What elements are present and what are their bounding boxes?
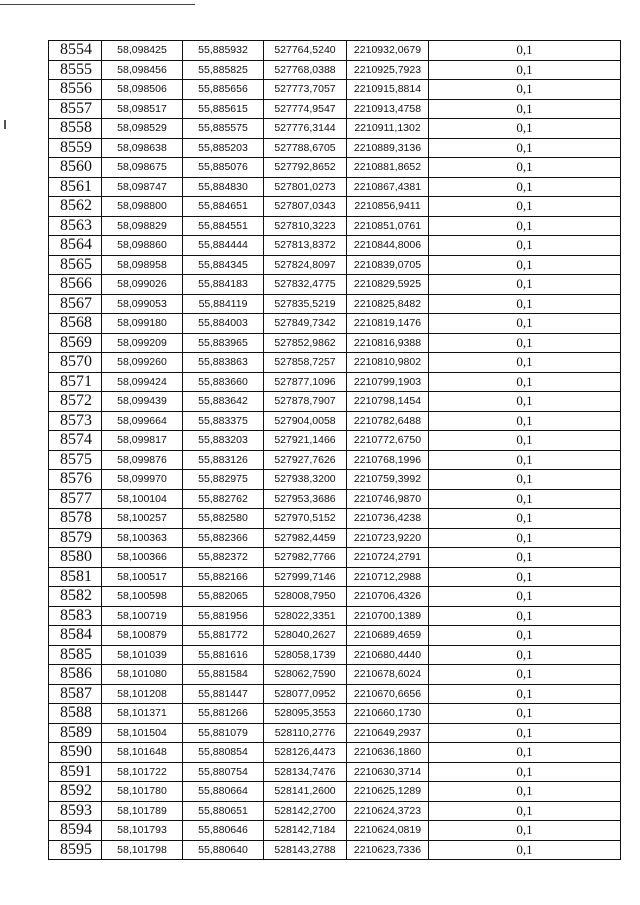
point-number-cell: 8563 — [49, 216, 102, 236]
point-number-cell: 8569 — [49, 333, 102, 353]
latitude-cell: 58,098675 — [102, 158, 183, 178]
accuracy-cell: 0,1 — [429, 119, 621, 139]
y-coordinate-cell: 2210782,6488 — [347, 411, 429, 431]
table-row — [49, 782, 621, 802]
latitude-cell: 58,101780 — [102, 782, 183, 802]
point-number-cell: 8571 — [49, 372, 102, 392]
table-row — [49, 197, 621, 217]
table-row — [49, 548, 621, 568]
y-coordinate-cell: 2210746,9870 — [347, 489, 429, 509]
accuracy-cell: 0,1 — [429, 743, 621, 763]
x-coordinate-cell: 527776,3144 — [264, 119, 347, 139]
accuracy-cell: 0,1 — [429, 762, 621, 782]
point-number-cell: 8573 — [49, 411, 102, 431]
longitude-cell: 55,882372 — [183, 548, 264, 568]
longitude-cell: 55,880854 — [183, 743, 264, 763]
point-number-cell: 8590 — [49, 743, 102, 763]
latitude-cell: 58,099260 — [102, 353, 183, 373]
point-number-cell: 8565 — [49, 255, 102, 275]
latitude-cell: 58,101648 — [102, 743, 183, 763]
x-coordinate-cell: 527878,7907 — [264, 392, 347, 412]
latitude-cell: 58,099424 — [102, 372, 183, 392]
longitude-cell: 55,885203 — [183, 138, 264, 158]
x-coordinate-cell: 528058,1739 — [264, 645, 347, 665]
table-row — [49, 762, 621, 782]
x-coordinate-cell: 527768,0388 — [264, 60, 347, 80]
longitude-cell: 55,881956 — [183, 606, 264, 626]
y-coordinate-cell: 2210819,1476 — [347, 314, 429, 334]
latitude-cell: 58,098829 — [102, 216, 183, 236]
longitude-cell: 55,881447 — [183, 684, 264, 704]
latitude-cell: 58,099664 — [102, 411, 183, 431]
accuracy-cell: 0,1 — [429, 509, 621, 529]
longitude-cell: 55,884003 — [183, 314, 264, 334]
table-row — [49, 392, 621, 412]
y-coordinate-cell: 2210772,6750 — [347, 431, 429, 451]
latitude-cell: 58,099439 — [102, 392, 183, 412]
accuracy-cell: 0,1 — [429, 723, 621, 743]
x-coordinate-cell: 527813,8372 — [264, 236, 347, 256]
x-coordinate-cell: 527970,5152 — [264, 509, 347, 529]
table-row — [49, 353, 621, 373]
y-coordinate-cell: 2210625,1289 — [347, 782, 429, 802]
x-coordinate-cell: 527774,9547 — [264, 99, 347, 119]
longitude-cell: 55,885656 — [183, 80, 264, 100]
accuracy-cell: 0,1 — [429, 138, 621, 158]
table-row — [49, 723, 621, 743]
point-number-cell: 8576 — [49, 470, 102, 490]
y-coordinate-cell: 2210925,7923 — [347, 60, 429, 80]
y-coordinate-cell: 2210851,0761 — [347, 216, 429, 236]
y-coordinate-cell: 2210630,3714 — [347, 762, 429, 782]
y-coordinate-cell: 2210649,2937 — [347, 723, 429, 743]
longitude-cell: 55,884119 — [183, 294, 264, 314]
x-coordinate-cell: 528141,2600 — [264, 782, 347, 802]
point-number-cell: 8584 — [49, 626, 102, 646]
x-coordinate-cell: 527835,5219 — [264, 294, 347, 314]
table-row — [49, 489, 621, 509]
accuracy-cell: 0,1 — [429, 314, 621, 334]
accuracy-cell: 0,1 — [429, 216, 621, 236]
x-coordinate-cell: 527938,3200 — [264, 470, 347, 490]
point-number-cell: 8554 — [49, 41, 102, 61]
latitude-cell: 58,100366 — [102, 548, 183, 568]
accuracy-cell: 0,1 — [429, 255, 621, 275]
table-row — [49, 80, 621, 100]
y-coordinate-cell: 2210839,0705 — [347, 255, 429, 275]
x-coordinate-cell: 527832,4775 — [264, 275, 347, 295]
point-number-cell: 8595 — [49, 840, 102, 860]
latitude-cell: 58,101039 — [102, 645, 183, 665]
table-row — [49, 509, 621, 529]
latitude-cell: 58,101722 — [102, 762, 183, 782]
point-number-cell: 8572 — [49, 392, 102, 412]
x-coordinate-cell: 528142,2700 — [264, 801, 347, 821]
point-number-cell: 8578 — [49, 509, 102, 529]
longitude-cell: 55,885615 — [183, 99, 264, 119]
table-row — [49, 645, 621, 665]
longitude-cell: 55,883375 — [183, 411, 264, 431]
point-number-cell: 8557 — [49, 99, 102, 119]
table-row — [49, 158, 621, 178]
accuracy-cell: 0,1 — [429, 392, 621, 412]
x-coordinate-cell: 528008,7950 — [264, 587, 347, 607]
latitude-cell: 58,099817 — [102, 431, 183, 451]
accuracy-cell: 0,1 — [429, 294, 621, 314]
table-row — [49, 684, 621, 704]
accuracy-cell: 0,1 — [429, 528, 621, 548]
point-number-cell: 8580 — [49, 548, 102, 568]
table-row — [49, 372, 621, 392]
x-coordinate-cell: 527877,1096 — [264, 372, 347, 392]
longitude-cell: 55,880640 — [183, 840, 264, 860]
y-coordinate-cell: 2210856,9411 — [347, 197, 429, 217]
accuracy-cell: 0,1 — [429, 353, 621, 373]
latitude-cell: 58,100517 — [102, 567, 183, 587]
table-row — [49, 41, 621, 61]
table-row — [49, 333, 621, 353]
longitude-cell: 55,884551 — [183, 216, 264, 236]
longitude-cell: 55,883660 — [183, 372, 264, 392]
accuracy-cell: 0,1 — [429, 275, 621, 295]
accuracy-cell: 0,1 — [429, 782, 621, 802]
latitude-cell: 58,098747 — [102, 177, 183, 197]
y-coordinate-cell: 2210624,0819 — [347, 821, 429, 841]
latitude-cell: 58,098800 — [102, 197, 183, 217]
latitude-cell: 58,099209 — [102, 333, 183, 353]
accuracy-cell: 0,1 — [429, 450, 621, 470]
latitude-cell: 58,098456 — [102, 60, 183, 80]
longitude-cell: 55,883965 — [183, 333, 264, 353]
table-row — [49, 431, 621, 451]
table-row — [49, 801, 621, 821]
point-number-cell: 8592 — [49, 782, 102, 802]
table-row — [49, 704, 621, 724]
longitude-cell: 55,880651 — [183, 801, 264, 821]
x-coordinate-cell: 527858,7257 — [264, 353, 347, 373]
x-coordinate-cell: 527921,1466 — [264, 431, 347, 451]
x-coordinate-cell: 527807,0343 — [264, 197, 347, 217]
point-number-cell: 8556 — [49, 80, 102, 100]
longitude-cell: 55,881266 — [183, 704, 264, 724]
table-row — [49, 314, 621, 334]
x-coordinate-cell: 527764,5240 — [264, 41, 347, 61]
longitude-cell: 55,882762 — [183, 489, 264, 509]
y-coordinate-cell: 2210724,2791 — [347, 548, 429, 568]
y-coordinate-cell: 2210689,4659 — [347, 626, 429, 646]
accuracy-cell: 0,1 — [429, 821, 621, 841]
table-row — [49, 470, 621, 490]
point-number-cell: 8588 — [49, 704, 102, 724]
accuracy-cell: 0,1 — [429, 704, 621, 724]
y-coordinate-cell: 2210915,8814 — [347, 80, 429, 100]
longitude-cell: 55,882065 — [183, 587, 264, 607]
accuracy-cell: 0,1 — [429, 372, 621, 392]
longitude-cell: 55,882366 — [183, 528, 264, 548]
y-coordinate-cell: 2210911,1302 — [347, 119, 429, 139]
point-number-cell: 8561 — [49, 177, 102, 197]
accuracy-cell: 0,1 — [429, 801, 621, 821]
table-row — [49, 587, 621, 607]
accuracy-cell: 0,1 — [429, 840, 621, 860]
accuracy-cell: 0,1 — [429, 333, 621, 353]
x-coordinate-cell: 528022,3351 — [264, 606, 347, 626]
table-body — [49, 41, 621, 860]
x-coordinate-cell: 527824,8097 — [264, 255, 347, 275]
latitude-cell: 58,098958 — [102, 255, 183, 275]
y-coordinate-cell: 2210799,1903 — [347, 372, 429, 392]
y-coordinate-cell: 2210723,9220 — [347, 528, 429, 548]
y-coordinate-cell: 2210889,3136 — [347, 138, 429, 158]
accuracy-cell: 0,1 — [429, 60, 621, 80]
point-number-cell: 8558 — [49, 119, 102, 139]
accuracy-cell: 0,1 — [429, 626, 621, 646]
latitude-cell: 58,100719 — [102, 606, 183, 626]
point-number-cell: 8568 — [49, 314, 102, 334]
y-coordinate-cell: 2210712,2988 — [347, 567, 429, 587]
y-coordinate-cell: 2210913,4758 — [347, 99, 429, 119]
point-number-cell: 8574 — [49, 431, 102, 451]
x-coordinate-cell: 528126,4473 — [264, 743, 347, 763]
y-coordinate-cell: 2210660,1730 — [347, 704, 429, 724]
latitude-cell: 58,100879 — [102, 626, 183, 646]
latitude-cell: 58,101789 — [102, 801, 183, 821]
x-coordinate-cell: 527788,6705 — [264, 138, 347, 158]
accuracy-cell: 0,1 — [429, 431, 621, 451]
y-coordinate-cell: 2210759,3992 — [347, 470, 429, 490]
latitude-cell: 58,100363 — [102, 528, 183, 548]
table-row — [49, 626, 621, 646]
point-number-cell: 8560 — [49, 158, 102, 178]
latitude-cell: 58,101208 — [102, 684, 183, 704]
table-row — [49, 177, 621, 197]
x-coordinate-cell: 528134,7476 — [264, 762, 347, 782]
accuracy-cell: 0,1 — [429, 158, 621, 178]
x-coordinate-cell: 527953,3686 — [264, 489, 347, 509]
y-coordinate-cell: 2210932,0679 — [347, 41, 429, 61]
latitude-cell: 58,100598 — [102, 587, 183, 607]
latitude-cell: 58,098425 — [102, 41, 183, 61]
point-number-cell: 8593 — [49, 801, 102, 821]
longitude-cell: 55,884345 — [183, 255, 264, 275]
longitude-cell: 55,880646 — [183, 821, 264, 841]
x-coordinate-cell: 528142,7184 — [264, 821, 347, 841]
point-number-cell: 8577 — [49, 489, 102, 509]
latitude-cell: 58,101504 — [102, 723, 183, 743]
y-coordinate-cell: 2210825,8482 — [347, 294, 429, 314]
top-edge-line — [0, 4, 195, 5]
latitude-cell: 58,098506 — [102, 80, 183, 100]
point-number-cell: 8564 — [49, 236, 102, 256]
point-number-cell: 8575 — [49, 450, 102, 470]
longitude-cell: 55,881584 — [183, 665, 264, 685]
point-number-cell: 8566 — [49, 275, 102, 295]
latitude-cell: 58,099876 — [102, 450, 183, 470]
longitude-cell: 55,884830 — [183, 177, 264, 197]
longitude-cell: 55,881079 — [183, 723, 264, 743]
y-coordinate-cell: 2210678,6024 — [347, 665, 429, 685]
latitude-cell: 58,100104 — [102, 489, 183, 509]
latitude-cell: 58,098860 — [102, 236, 183, 256]
point-number-cell: 8583 — [49, 606, 102, 626]
point-number-cell: 8581 — [49, 567, 102, 587]
point-number-cell: 8585 — [49, 645, 102, 665]
y-coordinate-cell: 2210623,7336 — [347, 840, 429, 860]
accuracy-cell: 0,1 — [429, 567, 621, 587]
table-row — [49, 450, 621, 470]
table-row — [49, 743, 621, 763]
point-number-cell: 8579 — [49, 528, 102, 548]
y-coordinate-cell: 2210810,9802 — [347, 353, 429, 373]
margin-mark — [4, 120, 6, 129]
accuracy-cell: 0,1 — [429, 470, 621, 490]
table-row — [49, 60, 621, 80]
table-row — [49, 119, 621, 139]
x-coordinate-cell: 527792,8652 — [264, 158, 347, 178]
longitude-cell: 55,883863 — [183, 353, 264, 373]
longitude-cell: 55,882580 — [183, 509, 264, 529]
y-coordinate-cell: 2210736,4238 — [347, 509, 429, 529]
y-coordinate-cell: 2210624,3723 — [347, 801, 429, 821]
longitude-cell: 55,882166 — [183, 567, 264, 587]
latitude-cell: 58,101371 — [102, 704, 183, 724]
y-coordinate-cell: 2210680,4440 — [347, 645, 429, 665]
point-number-cell: 8567 — [49, 294, 102, 314]
accuracy-cell: 0,1 — [429, 41, 621, 61]
table-row — [49, 216, 621, 236]
latitude-cell: 58,100257 — [102, 509, 183, 529]
x-coordinate-cell: 527852,9862 — [264, 333, 347, 353]
accuracy-cell: 0,1 — [429, 411, 621, 431]
table-row — [49, 236, 621, 256]
x-coordinate-cell: 528077,0952 — [264, 684, 347, 704]
point-number-cell: 8594 — [49, 821, 102, 841]
table-row — [49, 665, 621, 685]
coordinates-table — [48, 40, 621, 860]
y-coordinate-cell: 2210636,1860 — [347, 743, 429, 763]
accuracy-cell: 0,1 — [429, 684, 621, 704]
y-coordinate-cell: 2210798,1454 — [347, 392, 429, 412]
y-coordinate-cell: 2210881,8652 — [347, 158, 429, 178]
point-number-cell: 8559 — [49, 138, 102, 158]
x-coordinate-cell: 527927,7626 — [264, 450, 347, 470]
accuracy-cell: 0,1 — [429, 645, 621, 665]
y-coordinate-cell: 2210867,4381 — [347, 177, 429, 197]
table-row — [49, 567, 621, 587]
longitude-cell: 55,885825 — [183, 60, 264, 80]
longitude-cell: 55,885076 — [183, 158, 264, 178]
y-coordinate-cell: 2210768,1996 — [347, 450, 429, 470]
latitude-cell: 58,101793 — [102, 821, 183, 841]
y-coordinate-cell: 2210670,6656 — [347, 684, 429, 704]
x-coordinate-cell: 527810,3223 — [264, 216, 347, 236]
point-number-cell: 8582 — [49, 587, 102, 607]
longitude-cell: 55,884651 — [183, 197, 264, 217]
table-row — [49, 411, 621, 431]
point-number-cell: 8586 — [49, 665, 102, 685]
x-coordinate-cell: 527999,7146 — [264, 567, 347, 587]
x-coordinate-cell: 528110,2776 — [264, 723, 347, 743]
longitude-cell: 55,884444 — [183, 236, 264, 256]
accuracy-cell: 0,1 — [429, 548, 621, 568]
accuracy-cell: 0,1 — [429, 80, 621, 100]
x-coordinate-cell: 527982,7766 — [264, 548, 347, 568]
point-number-cell: 8562 — [49, 197, 102, 217]
x-coordinate-cell: 527773,7057 — [264, 80, 347, 100]
point-number-cell: 8587 — [49, 684, 102, 704]
accuracy-cell: 0,1 — [429, 489, 621, 509]
table-row — [49, 821, 621, 841]
x-coordinate-cell: 528095,3553 — [264, 704, 347, 724]
longitude-cell: 55,883203 — [183, 431, 264, 451]
x-coordinate-cell: 528062,7590 — [264, 665, 347, 685]
accuracy-cell: 0,1 — [429, 99, 621, 119]
longitude-cell: 55,885932 — [183, 41, 264, 61]
accuracy-cell: 0,1 — [429, 236, 621, 256]
y-coordinate-cell: 2210700,1389 — [347, 606, 429, 626]
latitude-cell: 58,099053 — [102, 294, 183, 314]
longitude-cell: 55,881616 — [183, 645, 264, 665]
point-number-cell: 8570 — [49, 353, 102, 373]
y-coordinate-cell: 2210816,9388 — [347, 333, 429, 353]
table-row — [49, 99, 621, 119]
accuracy-cell: 0,1 — [429, 665, 621, 685]
point-number-cell: 8591 — [49, 762, 102, 782]
latitude-cell: 58,101080 — [102, 665, 183, 685]
latitude-cell: 58,098529 — [102, 119, 183, 139]
accuracy-cell: 0,1 — [429, 197, 621, 217]
longitude-cell: 55,884183 — [183, 275, 264, 295]
x-coordinate-cell: 527849,7342 — [264, 314, 347, 334]
accuracy-cell: 0,1 — [429, 606, 621, 626]
longitude-cell: 55,880754 — [183, 762, 264, 782]
table-row — [49, 606, 621, 626]
x-coordinate-cell: 528040,2627 — [264, 626, 347, 646]
longitude-cell: 55,882975 — [183, 470, 264, 490]
longitude-cell: 55,880664 — [183, 782, 264, 802]
table-row — [49, 255, 621, 275]
longitude-cell: 55,883642 — [183, 392, 264, 412]
accuracy-cell: 0,1 — [429, 587, 621, 607]
point-number-cell: 8589 — [49, 723, 102, 743]
table-row — [49, 138, 621, 158]
y-coordinate-cell: 2210706,4326 — [347, 587, 429, 607]
table-row — [49, 294, 621, 314]
x-coordinate-cell: 528143,2788 — [264, 840, 347, 860]
x-coordinate-cell: 527801,0273 — [264, 177, 347, 197]
table-row — [49, 275, 621, 295]
table-row — [49, 528, 621, 548]
latitude-cell: 58,099180 — [102, 314, 183, 334]
table-row — [49, 840, 621, 860]
latitude-cell: 58,101798 — [102, 840, 183, 860]
latitude-cell: 58,098638 — [102, 138, 183, 158]
longitude-cell: 55,885575 — [183, 119, 264, 139]
accuracy-cell: 0,1 — [429, 177, 621, 197]
point-number-cell: 8555 — [49, 60, 102, 80]
y-coordinate-cell: 2210844,8006 — [347, 236, 429, 256]
latitude-cell: 58,099026 — [102, 275, 183, 295]
longitude-cell: 55,883126 — [183, 450, 264, 470]
latitude-cell: 58,098517 — [102, 99, 183, 119]
latitude-cell: 58,099970 — [102, 470, 183, 490]
longitude-cell: 55,881772 — [183, 626, 264, 646]
x-coordinate-cell: 527982,4459 — [264, 528, 347, 548]
x-coordinate-cell: 527904,0058 — [264, 411, 347, 431]
y-coordinate-cell: 2210829,5925 — [347, 275, 429, 295]
